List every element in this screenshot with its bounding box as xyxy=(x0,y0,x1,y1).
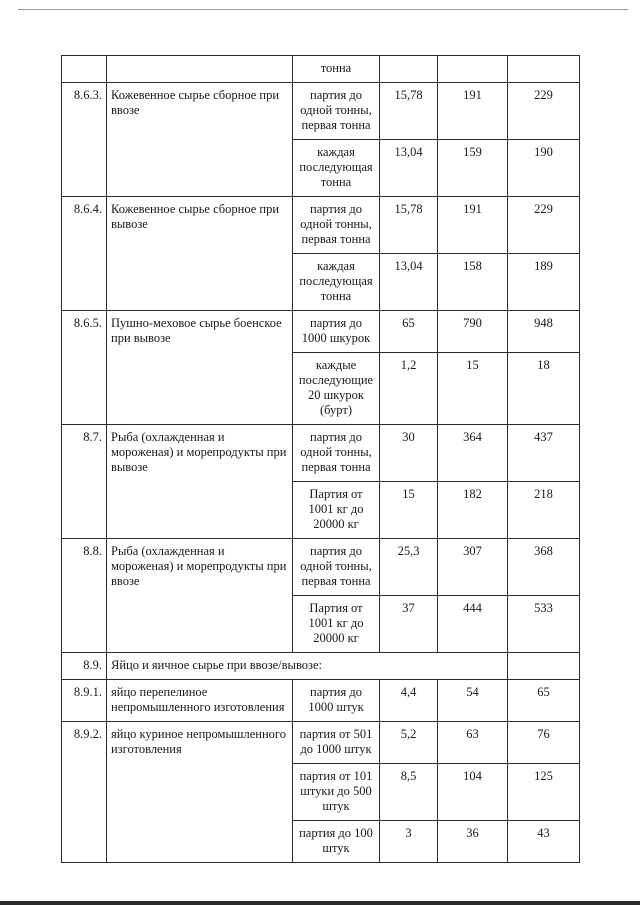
value-cell: 65 xyxy=(508,680,580,722)
value-cell: 191 xyxy=(438,83,508,140)
value-cell: 218 xyxy=(508,482,580,539)
value-cell: 13,04 xyxy=(380,254,438,311)
table-row xyxy=(62,722,580,764)
value-cell: 15 xyxy=(438,353,508,425)
unit-cell: партия до одной тонны, первая тонна xyxy=(293,197,380,254)
unit-cell: партия до одной тонны, первая тонна xyxy=(293,83,380,140)
value-cell: 125 xyxy=(508,764,580,821)
table-row xyxy=(62,539,580,596)
unit-cell: партия от 501 до 1000 штук xyxy=(293,722,380,764)
item-name-cell: Кожевенное сырье сборное при ввозе xyxy=(107,83,293,197)
value-cell: 8,5 xyxy=(380,764,438,821)
table-row xyxy=(62,425,580,482)
value-cell xyxy=(380,56,438,83)
value-cell: 229 xyxy=(508,83,580,140)
unit-cell: Партия от 1001 кг до 20000 кг xyxy=(293,596,380,653)
value-cell: 65 xyxy=(380,311,438,353)
value-cell: 43 xyxy=(508,821,580,863)
value-cell: 15 xyxy=(380,482,438,539)
value-cell: 15,78 xyxy=(380,197,438,254)
table-row xyxy=(62,56,580,83)
value-cell: 36 xyxy=(438,821,508,863)
value-cell: 444 xyxy=(438,596,508,653)
value-cell: 159 xyxy=(438,140,508,197)
value-cell: 76 xyxy=(508,722,580,764)
unit-cell: Партия от 1001 кг до 20000 кг xyxy=(293,482,380,539)
value-cell: 189 xyxy=(508,254,580,311)
value-cell: 63 xyxy=(438,722,508,764)
table-row xyxy=(62,197,580,254)
value-cell: 368 xyxy=(508,539,580,596)
value-cell: 13,04 xyxy=(380,140,438,197)
value-cell: 1,2 xyxy=(380,353,438,425)
value-cell: 158 xyxy=(438,254,508,311)
value-cell: 4,4 xyxy=(380,680,438,722)
scan-top-edge xyxy=(18,9,628,10)
value-cell: 437 xyxy=(508,425,580,482)
item-name-cell: яйцо куриное непромышленного изготовления xyxy=(107,722,293,863)
value-cell: 191 xyxy=(438,197,508,254)
unit-cell: каждая последующая тонна xyxy=(293,140,380,197)
table-row xyxy=(62,83,580,140)
value-cell: 18 xyxy=(508,353,580,425)
item-number-cell xyxy=(62,56,107,83)
unit-cell: партия до одной тонны, первая тонна xyxy=(293,539,380,596)
item-number-cell: 8.9. xyxy=(62,653,107,680)
value-cell: 30 xyxy=(380,425,438,482)
item-name-cell: Пушно-меховое сырье боенское при вывозе xyxy=(107,311,293,425)
item-name-cell: Рыба (охлажденная и мороженая) и морепродукты при вывозе xyxy=(107,425,293,539)
value-cell: 104 xyxy=(438,764,508,821)
value-cell: 364 xyxy=(438,425,508,482)
value-cell: 37 xyxy=(380,596,438,653)
unit-cell: партия до 100 штук xyxy=(293,821,380,863)
unit-cell: тонна xyxy=(293,56,380,83)
scan-bottom-edge xyxy=(0,901,640,905)
value-cell: 5,2 xyxy=(380,722,438,764)
item-number-cell: 8.6.3. xyxy=(62,83,107,197)
value-cell xyxy=(508,56,580,83)
value-cell: 15,78 xyxy=(380,83,438,140)
value-cell: 229 xyxy=(508,197,580,254)
item-number-cell: 8.6.5. xyxy=(62,311,107,425)
unit-cell: каждая последующая тонна xyxy=(293,254,380,311)
item-name-cell xyxy=(107,56,293,83)
value-cell: 307 xyxy=(438,539,508,596)
value-cell: 25,3 xyxy=(380,539,438,596)
value-cell: 182 xyxy=(438,482,508,539)
value-cell: 3 xyxy=(380,821,438,863)
unit-cell: партия до 1000 шкурок xyxy=(293,311,380,353)
item-number-cell: 8.9.2. xyxy=(62,722,107,863)
unit-cell: партия до 1000 штук xyxy=(293,680,380,722)
table-row xyxy=(62,680,580,722)
value-cell: 790 xyxy=(438,311,508,353)
item-number-cell: 8.6.4. xyxy=(62,197,107,311)
item-number-cell: 8.9.1. xyxy=(62,680,107,722)
item-number-cell: 8.7. xyxy=(62,425,107,539)
unit-cell: каждые последующие 20 шкурок (бурт) xyxy=(293,353,380,425)
unit-cell: партия до одной тонны, первая тонна xyxy=(293,425,380,482)
value-cell: 190 xyxy=(508,140,580,197)
value-cell: 948 xyxy=(508,311,580,353)
section-row xyxy=(62,653,580,680)
unit-cell: партия от 101 штуки до 500 штук xyxy=(293,764,380,821)
item-number-cell: 8.8. xyxy=(62,539,107,653)
value-cell xyxy=(438,56,508,83)
item-name-cell: Рыба (охлажденная и мороженая) и морепродукты при ввозе xyxy=(107,539,293,653)
section-title-cell: Яйцо и яичное сырье при ввозе/вывозе: xyxy=(107,653,508,680)
value-cell: 533 xyxy=(508,596,580,653)
item-name-cell: Кожевенное сырье сборное при вывозе xyxy=(107,197,293,311)
table-row xyxy=(62,311,580,353)
value-cell: 54 xyxy=(438,680,508,722)
tariff-table xyxy=(61,55,580,863)
item-name-cell: яйцо перепелиное непромышленного изготовления xyxy=(107,680,293,722)
value-cell xyxy=(508,653,580,680)
